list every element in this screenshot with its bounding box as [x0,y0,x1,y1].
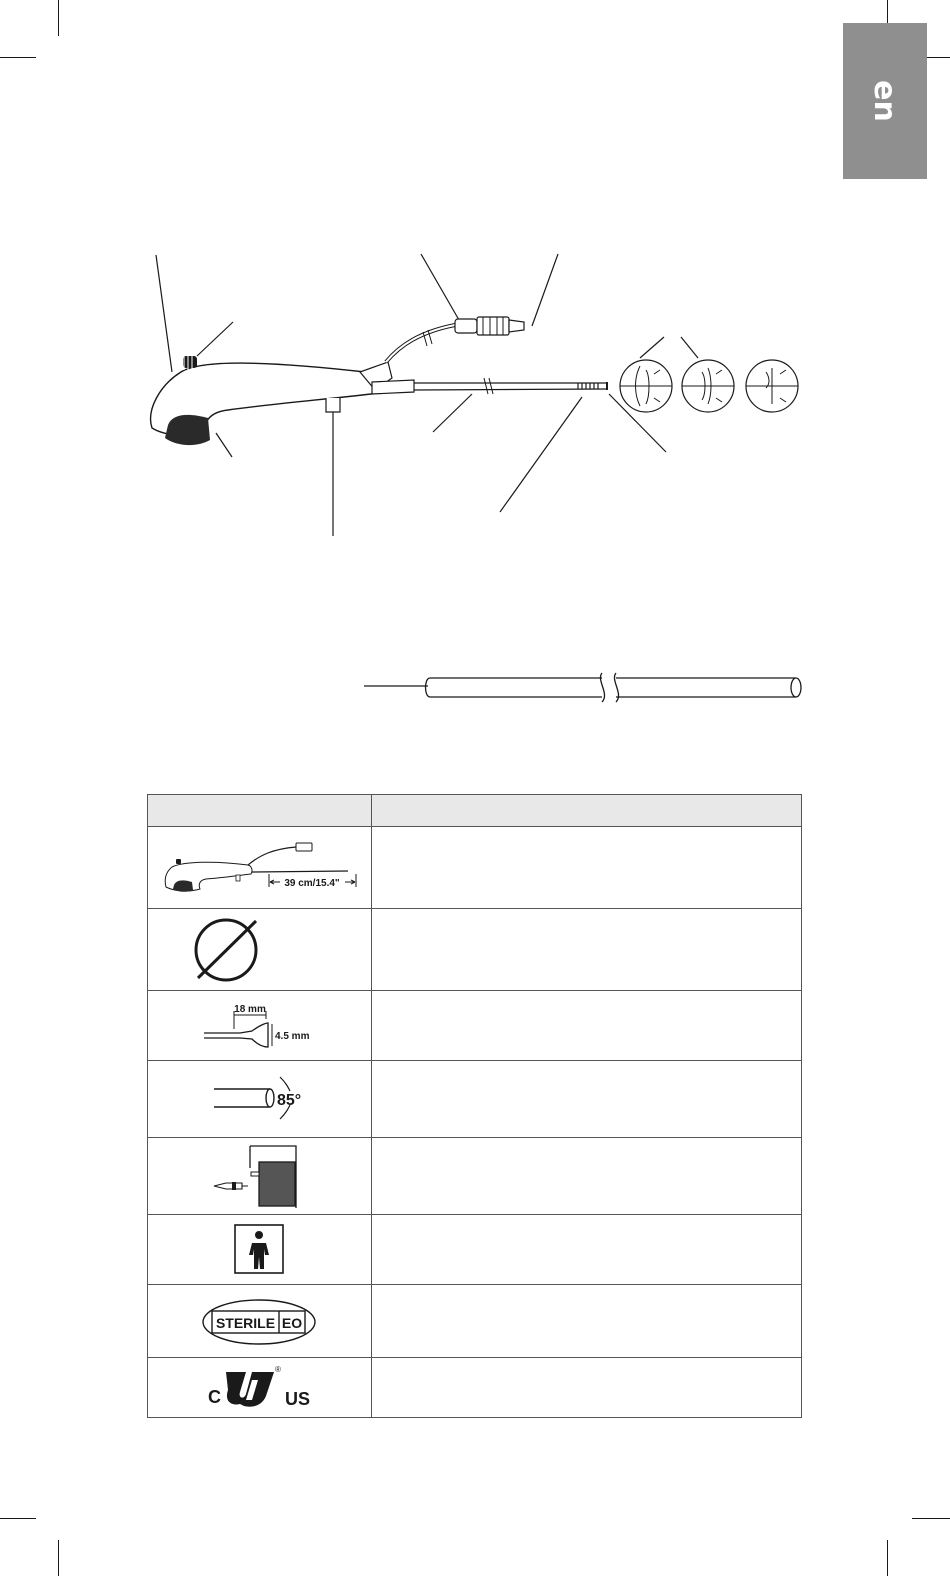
table-header-cell [148,795,372,827]
device-dimensions-icon [148,827,372,909]
sterile-eo-icon [148,1285,372,1358]
crop-mark [912,1518,950,1519]
table-cell-description [371,827,801,909]
diameter-symbol-icon [148,909,372,991]
table-cell-description [371,991,801,1061]
crop-mark [0,1518,36,1519]
table-header-row [148,795,802,827]
crop-mark [58,1540,59,1576]
stylet-illustration [0,660,950,720]
connector-port-icon [148,1138,372,1215]
language-tab-label: en [867,80,903,122]
sterile-label: STERILE [215,1315,276,1331]
table-row [148,1358,802,1418]
ul-us-label: US [285,1389,311,1409]
table-cell-description [371,1215,801,1285]
device-length-label: 39 cm/15.4" [284,878,340,889]
eo-label: EO [281,1315,303,1331]
table-row [148,827,802,909]
table-row [148,1061,802,1138]
symbols-table [147,794,802,1418]
table-row [148,1138,802,1215]
table-header-cell [371,795,801,827]
table-row [148,1215,802,1285]
table-cell-description [371,1061,801,1138]
type-bf-applied-part-icon [148,1215,372,1285]
ul-certification-icon [148,1358,372,1418]
angle-label: 85° [277,1092,302,1109]
deflection-angle-icon [148,1061,372,1138]
table-row [148,991,802,1061]
tip-length-label: 18 mm [234,1004,266,1015]
device-illustration [0,0,950,560]
table-row [148,909,802,991]
ul-c-label: C [208,1387,221,1407]
table-row [148,1285,802,1358]
table-cell-description [371,1358,801,1418]
ul-reg-mark: ® [275,1365,281,1374]
tip-diameter-label: 4.5 mm [275,1031,310,1042]
table-cell-description [371,909,801,991]
table-cell-description [371,1138,801,1215]
crop-mark [887,1540,888,1576]
table-cell-description [371,1285,801,1358]
tip-dimensions-icon [148,991,372,1061]
